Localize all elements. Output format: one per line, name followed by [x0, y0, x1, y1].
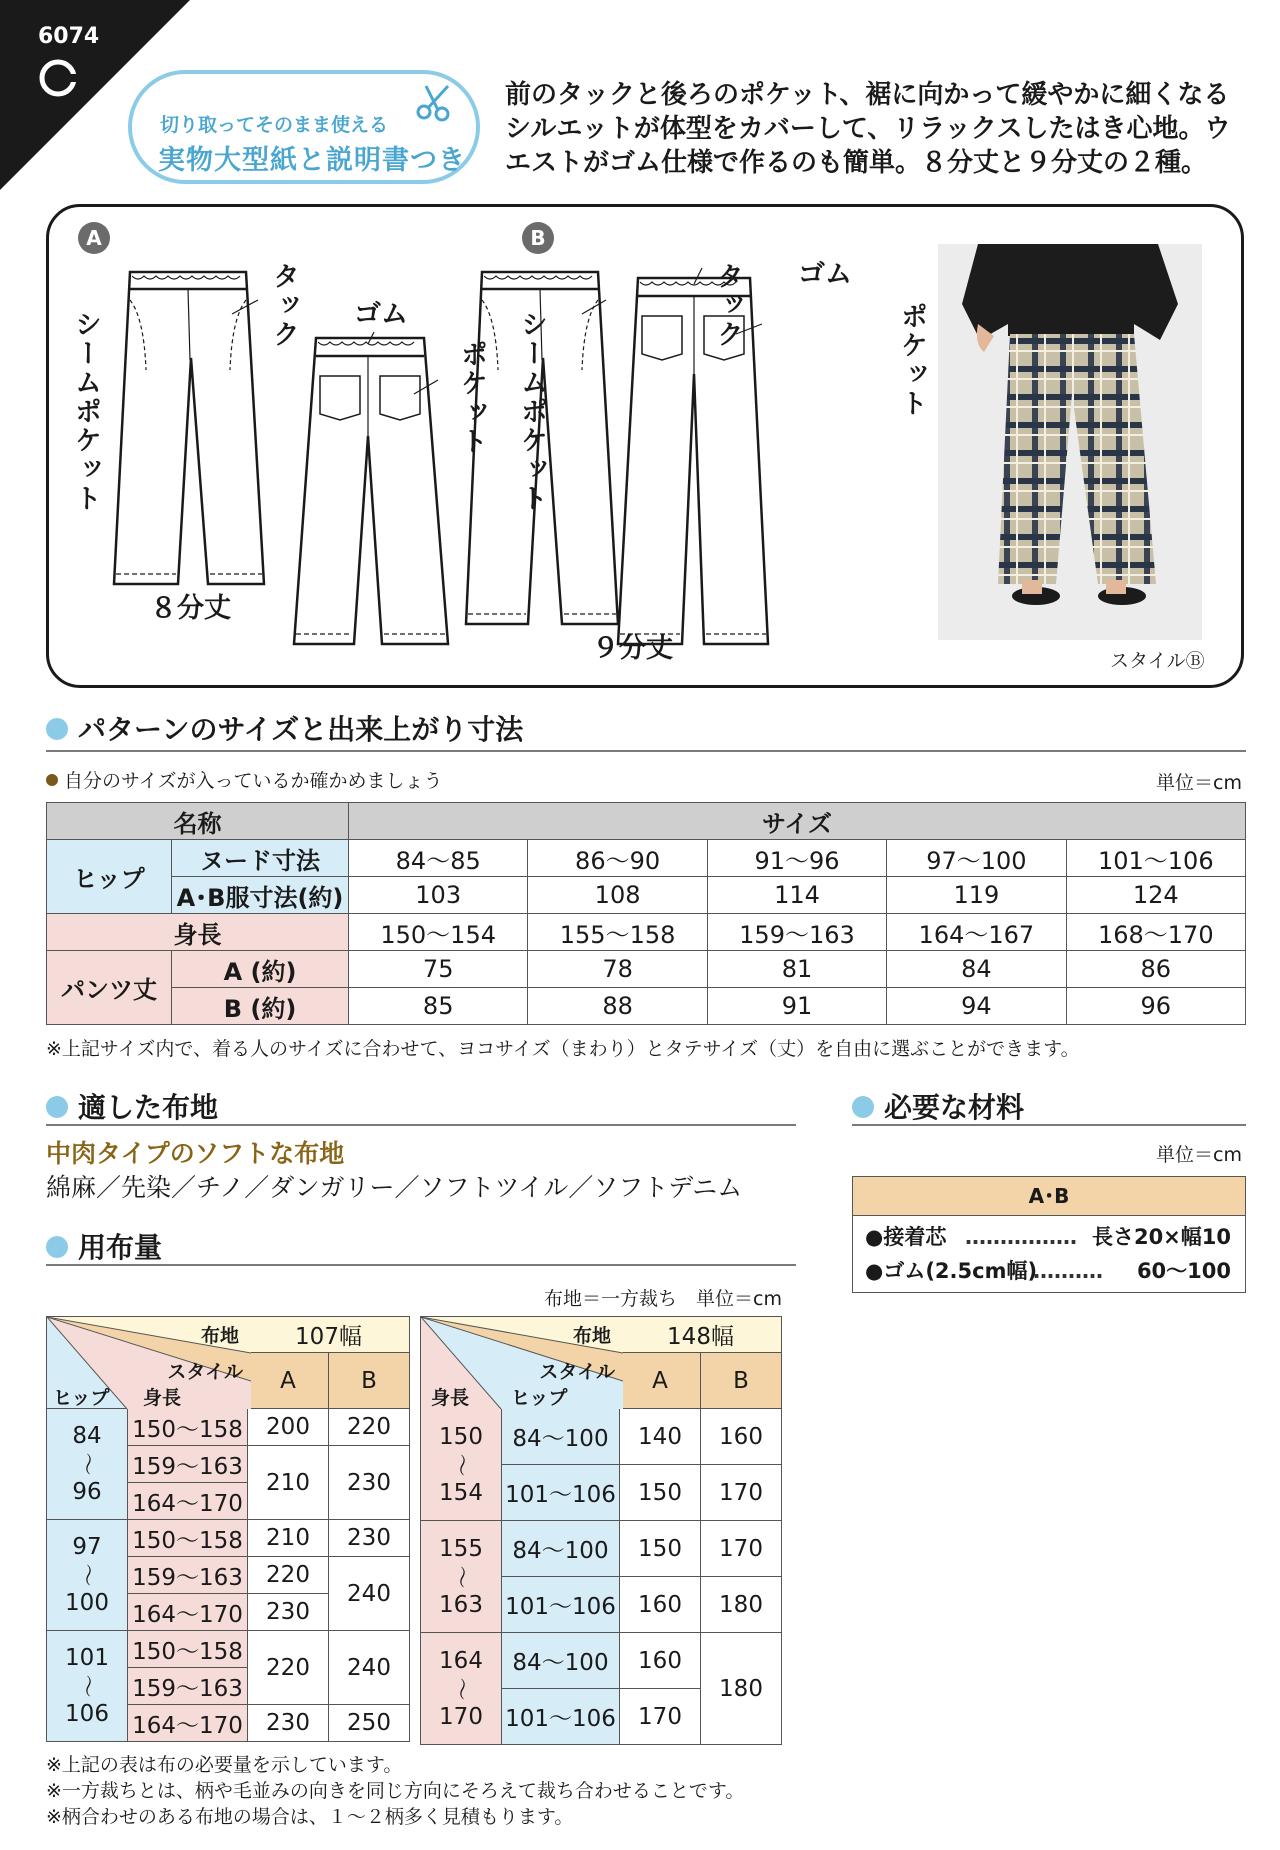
size-note: 自分のサイズが入っているか確かめましょう: [46, 766, 442, 793]
yardage-unit: 布地＝一方裁ち 単位＝cm: [544, 1288, 782, 1310]
table-cell: 160: [620, 1577, 701, 1633]
height-group-cell: 150 ～ 154: [421, 1409, 502, 1521]
size-footnote: ※上記サイズ内で、着る人のサイズに合わせて、ヨコサイズ（まわり）とタテサイズ（丈）を自由に選ぶことができます。: [46, 1038, 1080, 1060]
fabric-divider: [46, 1124, 796, 1126]
a-pocket-label: ポケット: [456, 340, 487, 456]
height-axis-label: 身長: [143, 1387, 182, 1409]
table-cell: 230: [329, 1520, 410, 1557]
hip-cell: 101～106: [502, 1465, 620, 1521]
height-cell: 164～170: [128, 1594, 248, 1631]
table-cell: 150～154: [349, 914, 528, 951]
fabric-list: 綿麻／先染／チノ／ダンガリー／ソフトツイル／ソフトデニム: [46, 1173, 743, 1202]
table-cell: 180: [701, 1633, 782, 1745]
heading-bullet-icon: [46, 1096, 68, 1118]
table-cell: 94: [887, 988, 1066, 1025]
table-cell: 119: [887, 877, 1066, 914]
note-bullet-icon: [46, 774, 58, 786]
hip-cell: 84～100: [502, 1633, 620, 1689]
height-cell: 159～163: [128, 1557, 248, 1594]
pants-a-back-drawing: [294, 338, 448, 644]
table-row: [47, 840, 1246, 877]
col-b-header: B: [701, 1353, 782, 1409]
heading-bullet-icon: [46, 718, 68, 740]
col-a-header: A: [620, 1353, 701, 1409]
materials-unit: 単位＝cm: [1156, 1144, 1242, 1166]
badge-line-1: 切り取ってそのまま使える: [160, 114, 389, 136]
hip-group-cell: 101 ～ 106: [47, 1631, 128, 1742]
table-cell: 170: [701, 1465, 782, 1521]
col-b-header: B: [329, 1353, 410, 1409]
table-cell: 160: [620, 1633, 701, 1689]
yardage-table-107: [46, 1316, 410, 1742]
photo-caption: スタイルⒷ: [1110, 650, 1205, 672]
table-cell: 210: [248, 1446, 329, 1520]
b-pocket-label: ポケット: [896, 302, 927, 418]
material-name: ●ゴム(2.5cm幅): [865, 1259, 1038, 1283]
height-cell: 159～163: [128, 1446, 248, 1483]
b-approx-label: B (約): [172, 988, 349, 1025]
table-cell: 220: [248, 1557, 329, 1594]
material-row: [853, 1254, 1245, 1288]
table-cell: 230: [329, 1446, 410, 1520]
size-unit: 単位＝cm: [1156, 772, 1242, 794]
a-seam-pocket-label: シームポケット: [70, 310, 101, 513]
table-cell: 220: [329, 1409, 410, 1446]
table-cell: 200: [248, 1409, 329, 1446]
a-approx-label: A (約): [172, 951, 349, 988]
height-cell: 164～170: [128, 1483, 248, 1520]
style-axis-label: スタイル: [167, 1361, 243, 1383]
hip-cell: 84～100: [502, 1521, 620, 1577]
table-cell: 155～158: [528, 914, 707, 951]
table-cell: 114: [707, 877, 886, 914]
hip-cell: 84～100: [502, 1409, 620, 1465]
width-header: 148幅: [620, 1317, 782, 1353]
hip-label: ヒップ: [47, 840, 172, 914]
table-cell: 101～106: [1066, 840, 1245, 877]
model-photo: [938, 244, 1202, 640]
table-cell: 170: [620, 1689, 701, 1745]
col-a-header: A: [248, 1353, 329, 1409]
pattern-badge: [128, 70, 480, 184]
table-cell: 250: [329, 1705, 410, 1742]
dot-leader: ‥‥‥‥‥: [1033, 1259, 1104, 1283]
table-cell: 220: [248, 1631, 329, 1705]
fabric-title: 中肉タイプのソフトな布地: [46, 1139, 345, 1168]
a-tuck-label: タック: [268, 262, 299, 349]
scissors-icon: [414, 82, 454, 122]
table-cell: 164～167: [887, 914, 1066, 951]
table-cell: 240: [329, 1557, 410, 1631]
table-cell: 103: [349, 877, 528, 914]
header-size: サイズ: [349, 803, 1246, 840]
table-cell: 159～163: [707, 914, 886, 951]
height-cell: 159～163: [128, 1668, 248, 1705]
hip-group-cell: 84 ～ 96: [47, 1409, 128, 1520]
material-row: [853, 1220, 1245, 1254]
size-table: [46, 802, 1246, 1025]
materials-divider: [852, 1124, 1246, 1126]
height-cell: 150～158: [128, 1631, 248, 1668]
header-name: 名称: [47, 803, 349, 840]
table-row: [47, 988, 1246, 1025]
a-length-label: ８分丈: [150, 593, 231, 624]
table-cell: 91: [707, 988, 886, 1025]
table-cell: 230: [248, 1594, 329, 1631]
table-cell: 240: [329, 1631, 410, 1705]
yardage-footnotes: [46, 1752, 744, 1830]
table-row: [47, 1520, 410, 1557]
height-cell: 150～158: [128, 1520, 248, 1557]
intro-text: 前のタックと後ろのポケット、裾に向かって緩やかに細くなるシルエットが体型をカバーして、リラックスしたはき心地。ウエストがゴム仕様で作るのも簡単。８分丈と９分丈の２種。: [505, 80, 1231, 178]
table-row: [421, 1317, 782, 1353]
table-cell: 160: [701, 1409, 782, 1465]
footnote-line: ※一方裁ちとは、柄や毛並みの向きを同じ方向にそろえて裁ち合わせることです。: [46, 1780, 745, 1802]
materials-header: A･B: [853, 1177, 1245, 1216]
table-cell: 85: [349, 988, 528, 1025]
height-group-cell: 164 ～ 170: [421, 1633, 502, 1745]
table-row: [421, 1521, 782, 1577]
material-value: 60～100: [1136, 1259, 1231, 1283]
table-cell: 180: [701, 1577, 782, 1633]
table-row: [47, 951, 1246, 988]
height-label: 身長: [47, 914, 349, 951]
heading-bullet-icon: [46, 1236, 68, 1258]
table-cell: 86: [1066, 951, 1245, 988]
pattern-number: 6074: [38, 24, 100, 49]
hip-axis-label: ヒップ: [53, 1387, 110, 1409]
fabric-axis-label: 布地: [200, 1325, 239, 1347]
materials-table: [852, 1176, 1246, 1293]
height-group-cell: 155 ～ 163: [421, 1521, 502, 1633]
table-cell: 230: [248, 1705, 329, 1742]
size-heading: パターンのサイズと出来上がり寸法: [46, 708, 523, 748]
height-cell: 150～158: [128, 1409, 248, 1446]
style-a-marker: A: [78, 222, 110, 254]
table-cell: 96: [1066, 988, 1245, 1025]
hip-group-cell: 97 ～ 100: [47, 1520, 128, 1631]
footnote-line: ※上記の表は布の必要量を示しています。: [46, 1754, 403, 1776]
style-axis-label: スタイル: [539, 1361, 615, 1383]
b-length-label: ９分丈: [592, 633, 673, 664]
hip-cell: 101～106: [502, 1689, 620, 1745]
brand-logo-icon: [38, 58, 78, 98]
table-cell: 81: [707, 951, 886, 988]
table-cell: 124: [1066, 877, 1245, 914]
table-cell: 140: [620, 1409, 701, 1465]
yardage-table-148: [420, 1316, 782, 1745]
table-row: [47, 1409, 410, 1446]
badge-line-2: 実物大型紙と説明書つき: [158, 145, 466, 176]
table-cell: 91～96: [707, 840, 886, 877]
table-cell: 168～170: [1066, 914, 1245, 951]
size-divider: [46, 750, 1246, 752]
hip-cell: 101～106: [502, 1577, 620, 1633]
table-cell: 108: [528, 877, 707, 914]
a-elastic-label: ゴム: [354, 299, 408, 330]
yardage-divider: [46, 1264, 796, 1266]
materials-heading: 必要な材料: [852, 1086, 1024, 1126]
dot-leader: ‥‥‥‥‥‥‥‥: [965, 1225, 1078, 1249]
hip-axis-label: ヒップ: [511, 1387, 568, 1409]
table-row: [47, 1631, 410, 1668]
corner-diagonal-cell: [421, 1317, 620, 1409]
footnote-line: ※柄合わせのある布地の場合は、１～２柄多く見積もります。: [46, 1806, 574, 1828]
material-name: ●接着芯: [865, 1225, 947, 1249]
table-cell: 97～100: [887, 840, 1066, 877]
garment-label: A･B服寸法(約): [172, 877, 349, 914]
corner-diagonal-cell: [47, 1317, 248, 1409]
table-row: [47, 803, 1246, 840]
pants-length-label: パンツ丈: [47, 951, 172, 1025]
table-cell: 210: [248, 1520, 329, 1557]
fabric-axis-label: 布地: [572, 1325, 611, 1347]
table-cell: 88: [528, 988, 707, 1025]
table-row: [421, 1633, 782, 1689]
table-cell: 170: [701, 1521, 782, 1577]
height-axis-label: 身長: [431, 1387, 470, 1409]
fabric-heading: 適した布地: [46, 1086, 218, 1126]
table-row: [47, 877, 1246, 914]
pants-a-front-drawing: [114, 272, 264, 584]
table-row: [47, 914, 1246, 951]
table-cell: 150: [620, 1465, 701, 1521]
table-row: [421, 1409, 782, 1465]
table-cell: 78: [528, 951, 707, 988]
heading-bullet-icon: [852, 1096, 874, 1118]
b-elastic-label: ゴム: [798, 259, 852, 290]
style-b-marker: B: [522, 222, 554, 254]
material-value: 長さ20×幅10: [1091, 1225, 1231, 1249]
table-cell: 86～90: [528, 840, 707, 877]
b-tuck-label: タック: [712, 262, 743, 349]
height-cell: 164～170: [128, 1705, 248, 1742]
b-seam-pocket-label: シームポケット: [516, 310, 547, 513]
yardage-heading: 用布量: [46, 1226, 162, 1266]
nude-label: ヌード寸法: [172, 840, 349, 877]
table-cell: 84～85: [349, 840, 528, 877]
table-row: [47, 1317, 410, 1353]
width-header: 107幅: [248, 1317, 410, 1353]
table-cell: 84: [887, 951, 1066, 988]
table-cell: 75: [349, 951, 528, 988]
table-cell: 150: [620, 1521, 701, 1577]
